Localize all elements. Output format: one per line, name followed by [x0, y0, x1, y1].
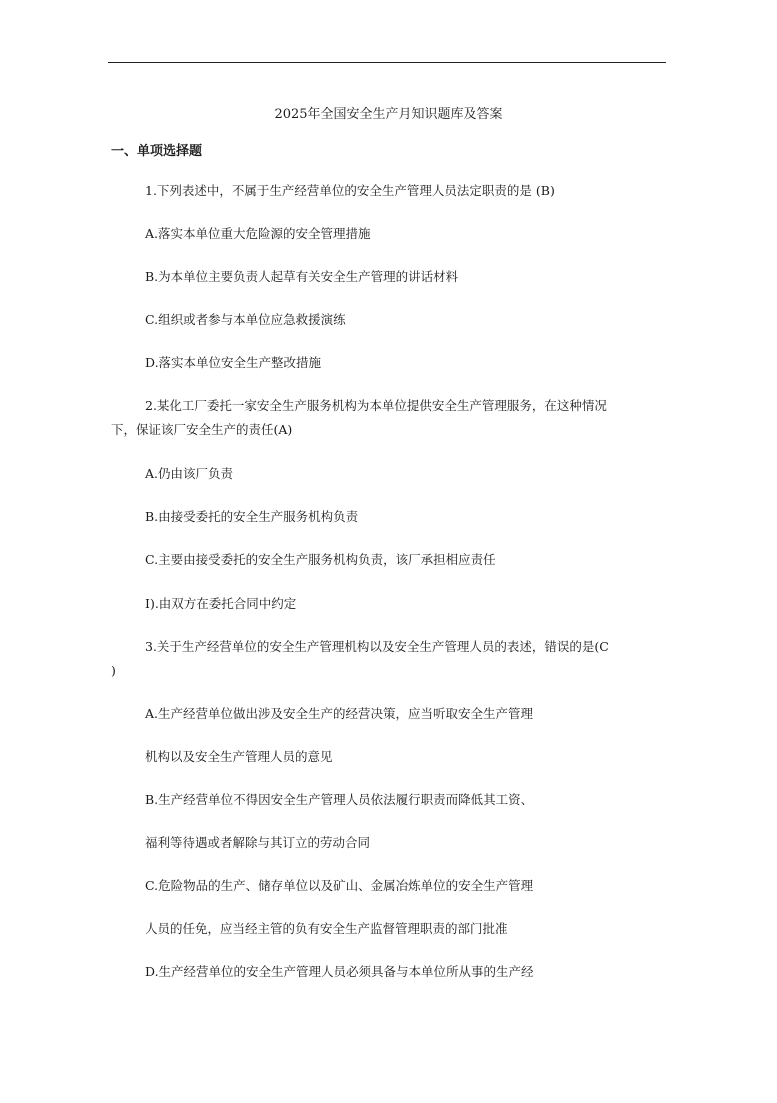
section-heading: 一、单项选择题 [111, 144, 203, 159]
question-3-option-a: A.生产经营单位做出涉及安全生产的经营决策，应当听取安全生产管理 [145, 706, 534, 721]
question-3-text: 3.关于生产经营单位的安全生产管理机构以及安全生产管理人员的表述，错误的是(C [145, 639, 609, 654]
question-3-option-b: B.生产经营单位不得因安全生产管理人员依法履行职责而降低其工资、 [145, 792, 534, 807]
question-3-option-c: C.危险物品的生产、储存单位以及矿山、金属冶炼单位的安全生产管理 [145, 878, 534, 893]
question-3-option-d: D.生产经营单位的安全生产管理人员必须具备与本单位所从事的生产经 [145, 964, 534, 979]
question-1-option-d: D.落实本单位安全生产整改措施 [145, 355, 322, 370]
question-3-option-c-continued: 人员的任免，应当经主管的负有安全生产监督管理职责的部门批准 [145, 921, 508, 936]
question-2-option-b: B.由接受委托的安全生产服务机构负责 [145, 509, 359, 524]
question-1-option-a: A.落实本单位重大危险源的安全管理措施 [145, 226, 371, 241]
question-2-text: 2.某化工厂委托一家安全生产服务机构为本单位提供安全生产管理服务，在这种情况 [145, 398, 607, 413]
question-2-option-a: A.仍由该厂负责 [145, 466, 234, 481]
question-1-option-b: B.为本单位主要负责人起草有关安全生产管理的讲话材料 [145, 269, 459, 284]
question-3-option-a-continued: 机构以及安全生产管理人员的意见 [145, 749, 333, 764]
page-title: 2025年全国安全生产月知识题库及答案 [274, 107, 503, 122]
header-rule [108, 62, 666, 63]
question-1-option-c: C.组织或者参与本单位应急救援演练 [145, 312, 346, 327]
question-2-text-continued: 下，保证该厂安全生产的责任(A) [111, 422, 293, 437]
question-2-option-c: C.主要由接受委托的安全生产服务机构负责，该厂承担相应责任 [145, 552, 496, 567]
question-3-option-b-continued: 福利等待遇或者解除与其订立的劳动合同 [145, 835, 371, 850]
question-3-text-continued: ) [111, 663, 116, 678]
question-1-text: 1.下列表述中，不属于生产经营单位的安全生产管理人员法定职责的是 (B) [145, 183, 555, 198]
question-2-option-d: I).由双方在委托合同中约定 [145, 596, 297, 611]
